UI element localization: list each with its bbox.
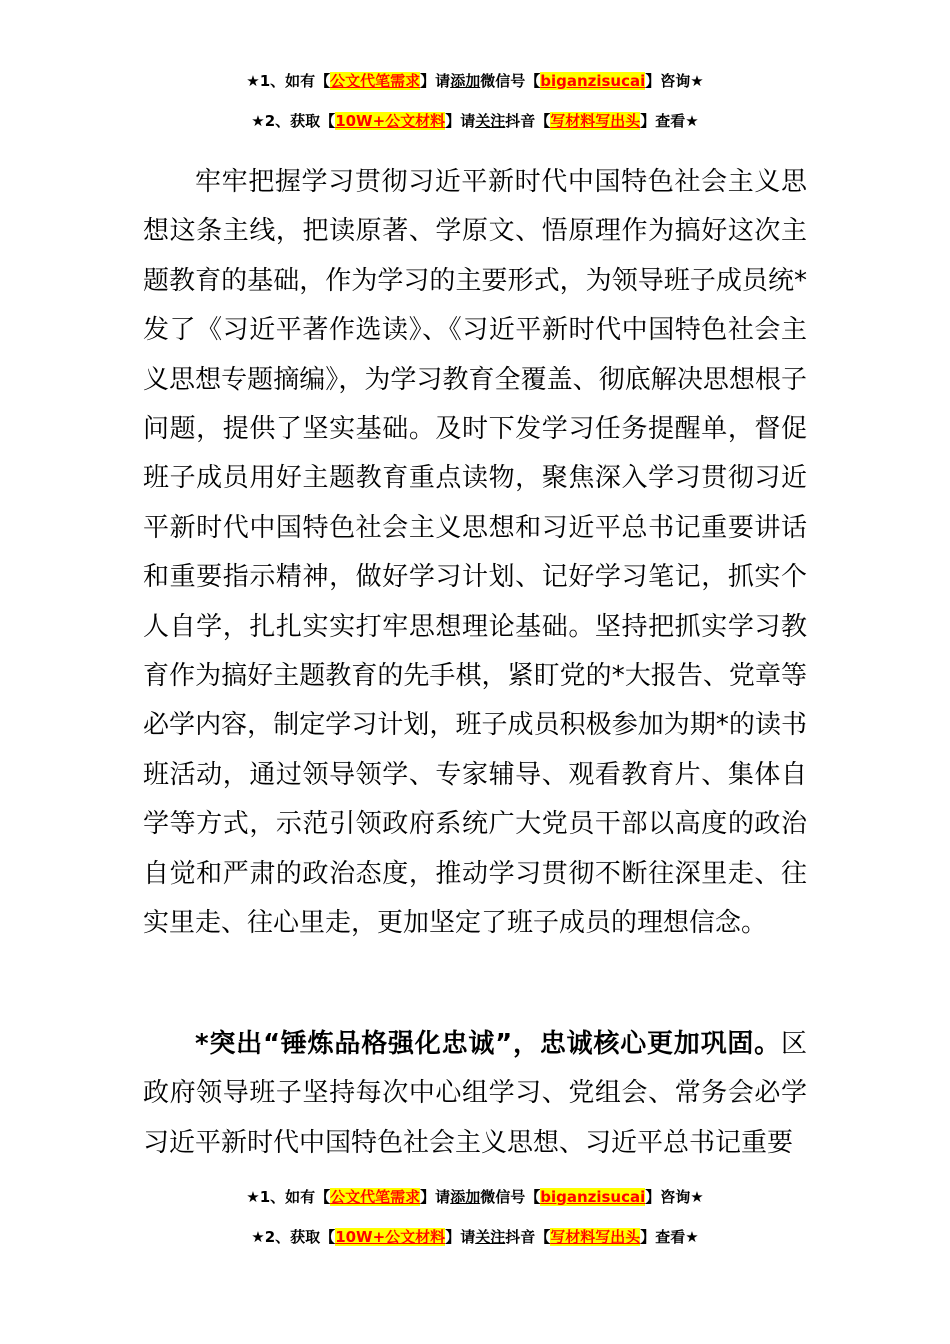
promo-suffix: 】查看★ xyxy=(640,112,699,130)
promo-prefix: ★2、获取【 xyxy=(251,1228,336,1246)
promo-highlight: 公文代笔需求 xyxy=(330,72,421,90)
promo-underlined: 关注 xyxy=(475,1228,506,1246)
promo-text: 抖音【 xyxy=(505,1228,551,1246)
promo-text: 抖音【 xyxy=(505,112,551,130)
promo-prefix: ★2、获取【 xyxy=(251,112,336,130)
footer-promo-line-2 xyxy=(0,1226,950,1248)
promo-text: 】请 xyxy=(445,112,476,130)
promo-suffix: 】咨询★ xyxy=(645,1188,704,1206)
promo-text: 微信号【 xyxy=(480,72,541,90)
promo-text: 】请 xyxy=(420,72,451,90)
promo-text: 】请 xyxy=(420,1188,451,1206)
promo-underlined: 添加 xyxy=(450,1188,481,1206)
promo-text: 】请 xyxy=(445,1228,476,1246)
promo-douyin-id: 写材料写出头 xyxy=(550,112,641,130)
promo-suffix: 】咨询★ xyxy=(645,72,704,90)
promo-highlight: 10W+公文材料 xyxy=(335,112,446,130)
promo-highlight: 10W+公文材料 xyxy=(335,1228,446,1246)
promo-underlined: 关注 xyxy=(475,112,506,130)
promo-prefix: ★1、如有【 xyxy=(246,1188,331,1206)
footer-promo-line-1 xyxy=(0,1186,950,1208)
header-promo-line-1 xyxy=(0,70,950,92)
promo-douyin-id: 写材料写出头 xyxy=(550,1228,641,1246)
header-promo-line-2 xyxy=(0,110,950,132)
promo-wechat-id: biganzisucai xyxy=(540,72,646,90)
body-paragraph-2 xyxy=(143,1020,807,1168)
promo-suffix: 】查看★ xyxy=(640,1228,699,1246)
promo-wechat-id: biganzisucai xyxy=(540,1188,646,1206)
promo-prefix: ★1、如有【 xyxy=(246,72,331,90)
body-paragraph-1: 牢牢把握学习贯彻习近平新时代中国特色社会主义思想这条主线，把读原著、学原文、悟原理作为搞好这次主题教育的基础，作为学习的主要形式，为领导班子成员统*发了《习近平著作选读》、《习近平新时代中国特色社会主义思想专题摘编》，为学习教育全覆盖、彻底解决思想根子问题，提供了坚实基础。及时下发学习任务提醒单，督促班子成员用好主题教育重点读物，聚焦深入学习贯彻习近平新时代中国特色社会主义思想和习近平总书记重要讲话和重要指示精神，做好学习计划、记好学习笔记，抓实个人自学，扎扎实实打牢思想理论基础。坚持把抓实学习教育作为搞好主题教育的先手棋，紧盯党的*大报告、党章等必学内容，制定学习计划，班子成员积极参加为期*的读书班活动，通过领导领学、专家辅导、观看教育片、集体自学等方式，示范引领政府系统广大党员干部以高度的政治自觉和严肃的政治态度，推动学习贯彻不断往深里走、往实里走、往心里走，更加坚定了班子成员的理想信念。 xyxy=(143,167,807,939)
paragraph-text: 区政府领导班子坚持每次中心组学习、党组会、常务会必学习近平新时代中国特色社会主义思想、习近平总书记重要 xyxy=(143,1029,807,1158)
promo-underlined: 添加 xyxy=(450,72,481,90)
promo-highlight: 公文代笔需求 xyxy=(330,1188,421,1206)
promo-text: 微信号【 xyxy=(480,1188,541,1206)
paragraph-heading: *突出“锤炼品格强化忠诚”，忠诚核心更加巩固。 xyxy=(195,1029,781,1059)
